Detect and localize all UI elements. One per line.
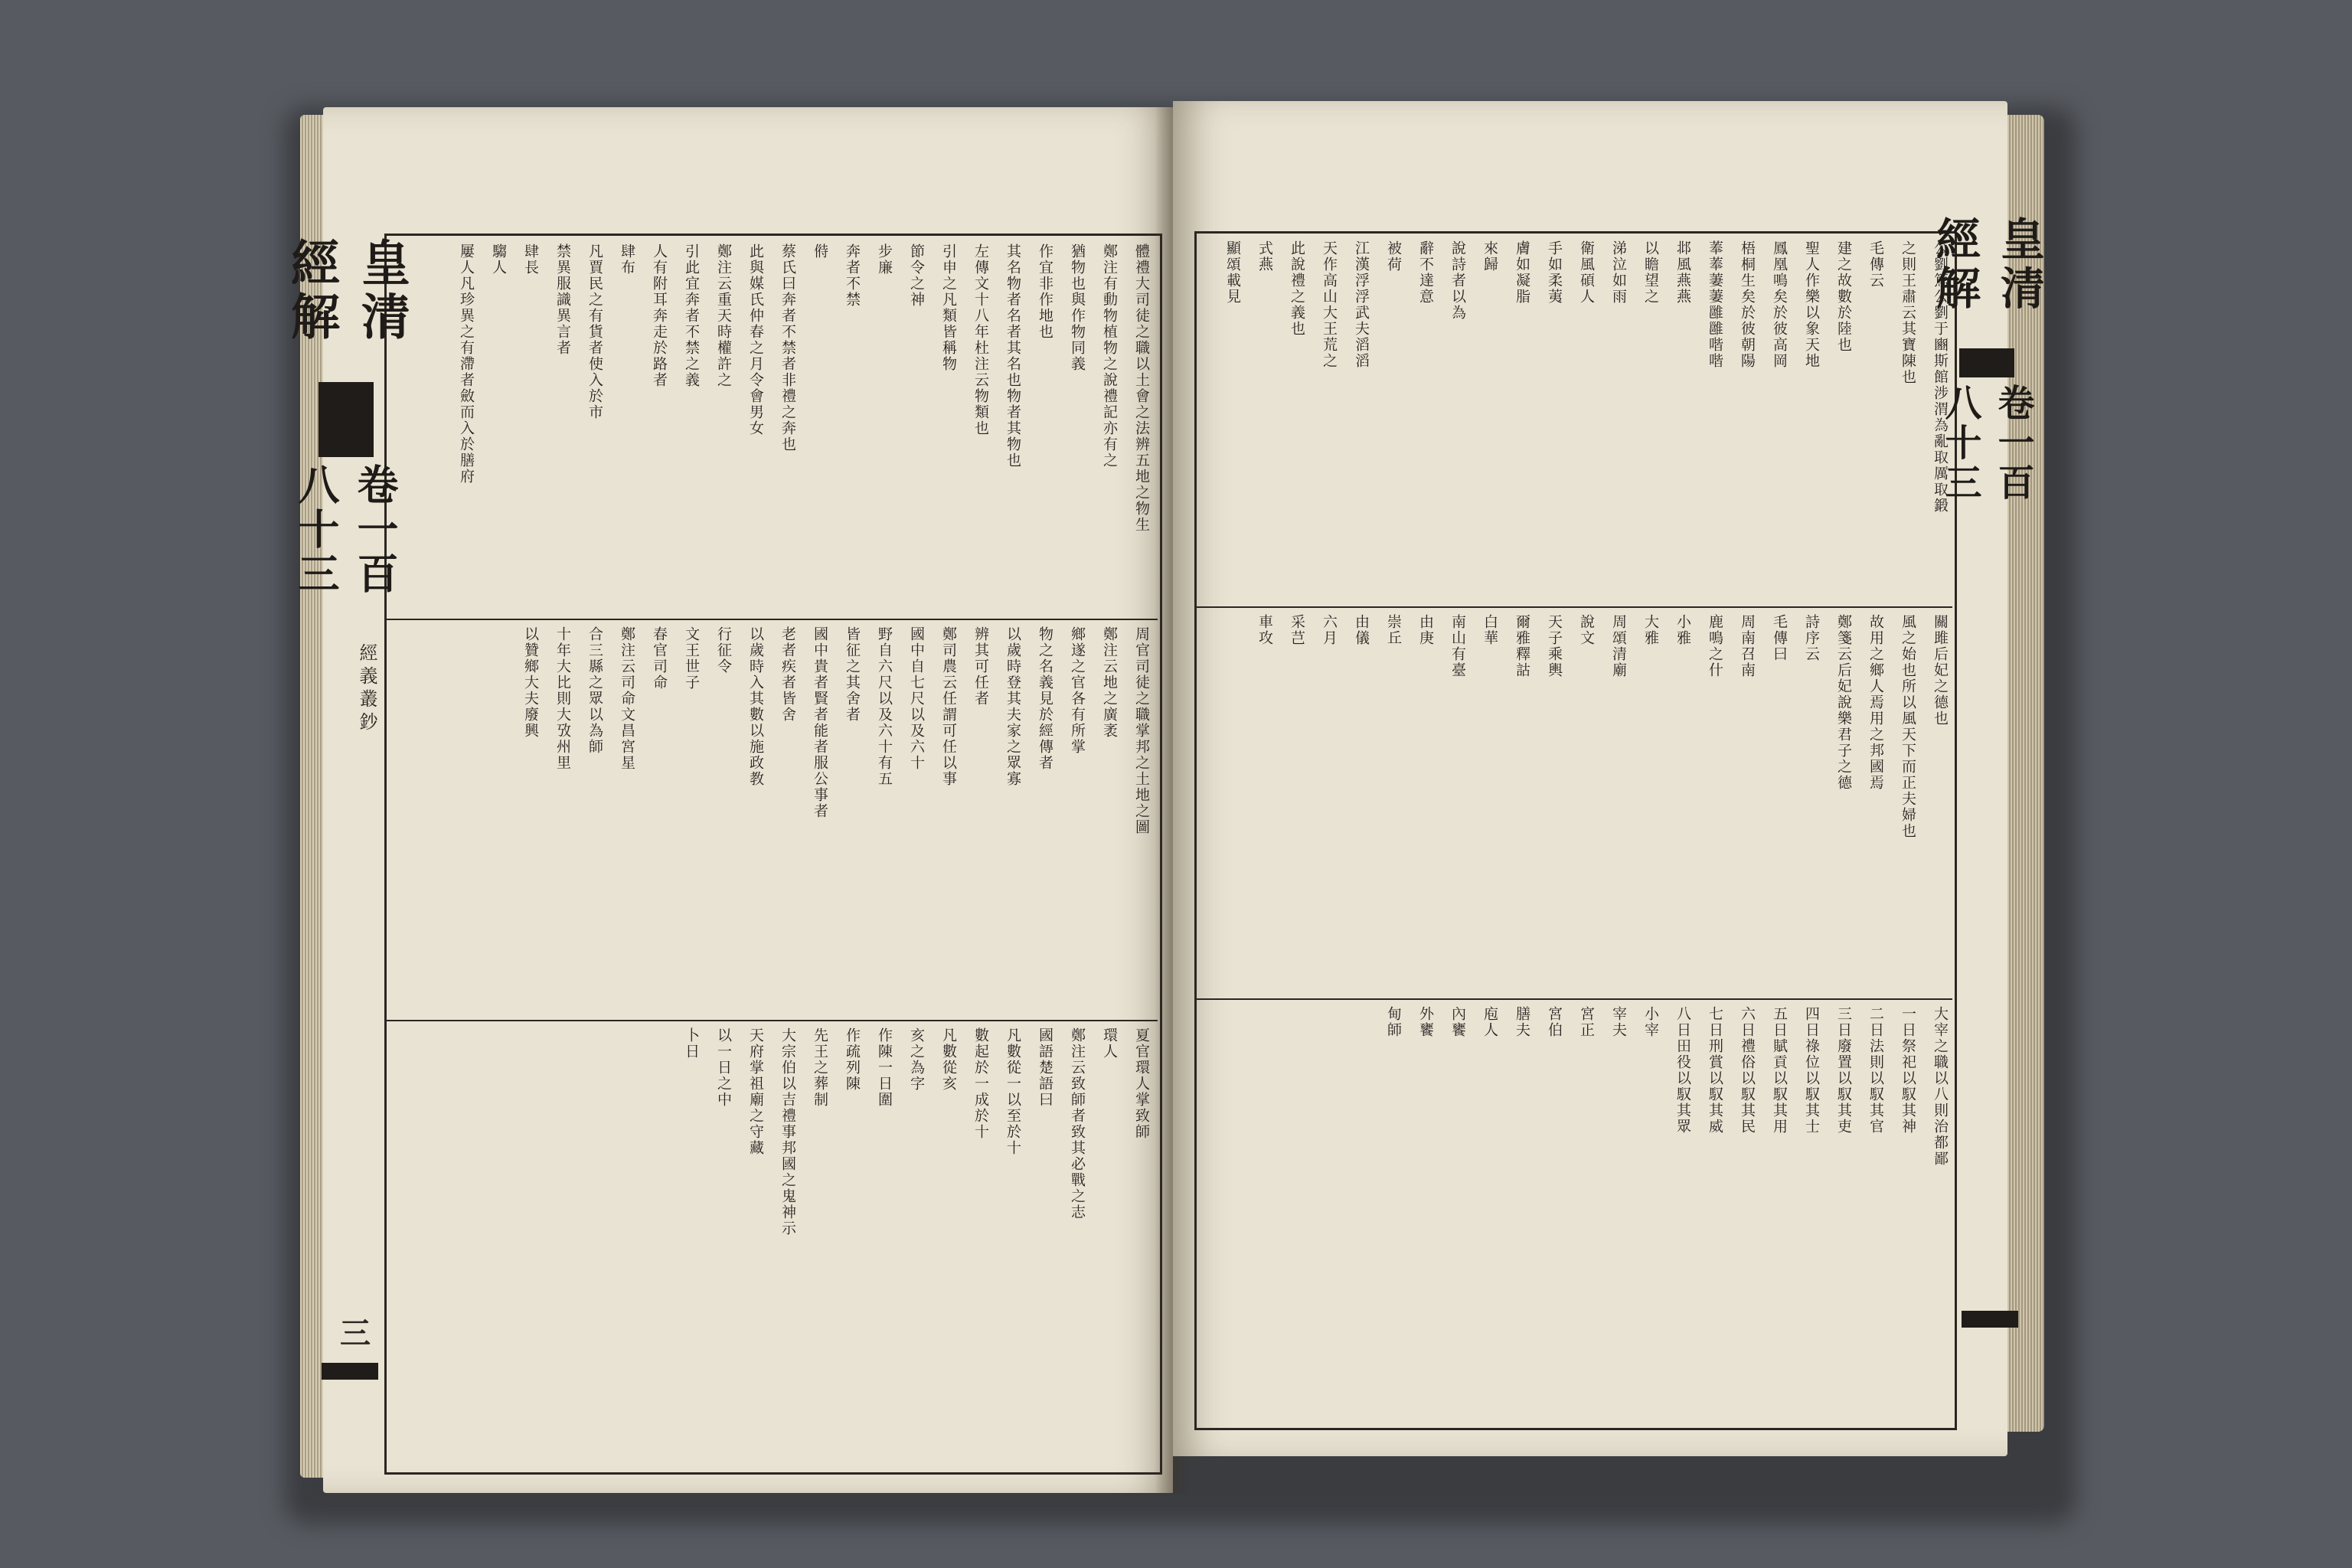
text-column: 庖人 [1481,1006,1498,1038]
text-column: 五日賦貢以馭其用 [1771,1006,1788,1135]
text-column: 來歸 [1481,240,1498,273]
text-column: 國中自七尺以及六十 [908,626,925,771]
text-column: 辭不達意 [1417,240,1434,305]
text-column: 亥之為字 [908,1027,925,1092]
text-column: 以歲時入其數以施政教 [747,626,764,787]
text-column: 凡賈民之有貨者使入於市 [586,243,603,420]
text-column: 行征令 [715,626,732,675]
text-column: 被荷 [1385,240,1402,273]
text-column: 梧桐生矣於彼朝陽 [1739,240,1756,369]
left-page [283,107,1173,1493]
text-column: 節令之神 [908,243,925,308]
text-column: 七日刑賞以馭其威 [1707,1006,1723,1135]
left-fold-mark [322,1363,378,1380]
text-column: 由儀 [1353,614,1370,646]
right-register-divider-2 [1194,998,1952,1000]
left-middle-register [392,626,1150,1013]
text-column: 天府掌祖廟之守藏 [747,1027,764,1156]
text-column: 以瞻望之 [1642,240,1659,305]
text-column: 此說禮之義也 [1289,240,1305,337]
text-column: 國語楚語曰 [1037,1027,1054,1108]
text-column: 偫 [812,243,828,260]
left-fish-tail-ornament [318,382,374,456]
text-column: 菶菶萋萋雝雝喈喈 [1707,240,1723,369]
text-column: 其名物者名者其名也物者其物也 [1004,243,1021,469]
text-column: 毛傳云 [1867,240,1884,289]
text-column: 凡數從亥 [940,1027,957,1092]
left-register-divider-1 [384,619,1158,620]
right-fold-mark [1962,1311,2018,1328]
text-column: 采芑 [1289,614,1305,646]
text-column: 一日祭祀以馭其神 [1900,1006,1916,1135]
left-register-divider-2 [384,1020,1158,1021]
text-column: 周官司徒之職掌邦之土地之圖 [1133,626,1150,835]
text-column: 數起於一成於十 [972,1027,989,1140]
text-column: 春官司命 [651,626,668,691]
text-column: 崇丘 [1385,614,1402,646]
text-column: 物之名義見於經傳者 [1037,626,1054,771]
text-column: 說詩者以為 [1449,240,1466,321]
text-column: 體禮大司徒之職以土會之法辨五地之物生 [1133,243,1150,533]
text-column: 鄭注云致師者致其必戰之志 [1069,1027,1086,1220]
text-column: 皆征之其舍者 [844,626,861,723]
right-page [1173,101,2045,1456]
text-column: 膳夫 [1514,1006,1530,1038]
text-column: 以歲時登其夫家之眾寡 [1004,626,1021,787]
text-column: 鹿鳴之什 [1707,614,1723,678]
text-column: 奔者不禁 [844,243,861,308]
left-bottom-register [392,1027,1150,1464]
text-column: 先王之葬制 [812,1027,828,1108]
text-column: 引此宜奔者不禁之義 [683,243,700,388]
text-column: 禁異服識異言者 [554,243,571,356]
right-top-register [1202,240,1949,600]
text-column: 天子乘輿 [1546,614,1563,678]
left-running-volume: 卷一百八十三 [292,462,400,596]
right-middle-register [1202,614,1949,992]
text-column: 涕泣如雨 [1610,240,1627,305]
text-column: 引申之凡類皆稱物 [940,243,957,372]
right-running-volume: 卷一百八十三 [1939,384,2034,504]
text-column: 膚如凝脂 [1514,240,1530,305]
left-top-register [392,243,1150,611]
text-column: 六日禮俗以馭其民 [1739,1006,1756,1135]
text-column: 天作高山大王荒之 [1321,240,1338,369]
right-running-title: 皇清經解 [1929,216,2045,314]
text-column: 小宰 [1642,1006,1659,1038]
text-column: 詩序云 [1803,614,1820,662]
right-fish-tail-ornament [1959,348,2014,378]
text-column: 小雅 [1674,614,1691,646]
text-column: 手如柔荑 [1546,240,1563,305]
text-column: 式燕 [1256,240,1273,273]
text-column: 由庚 [1417,614,1434,646]
text-column: 左傳文十八年杜注云物類也 [972,243,989,436]
text-column: 人有附耳奔走於路者 [651,243,668,388]
text-column: 爾雅釋詁 [1514,614,1530,678]
text-column: 肆布 [619,243,635,276]
text-column: 毛傳曰 [1771,614,1788,662]
right-bottom-register [1202,1006,1949,1419]
text-column: 鄭箋云后妃說樂君子之德 [1835,614,1852,791]
text-column: 故用之鄉人焉用之邦國焉 [1867,614,1884,791]
text-column: 鳳凰鳴矣於彼高岡 [1771,240,1788,369]
text-column: 以贊鄉大夫廢興 [522,626,539,739]
text-column: 公劉篤公劉于豳斯館涉渭為亂取厲取鍛 [1932,240,1949,514]
text-column: 蔡氏曰奔者不禁者非禮之奔也 [779,243,796,452]
text-column: 衛風碩人 [1578,240,1595,305]
text-column: 八日田役以馭其眾 [1674,1006,1691,1135]
text-column: 肆長 [522,243,539,276]
text-column: 之則王肅云其寶陳也 [1900,240,1916,385]
text-column: 南山有臺 [1449,614,1466,678]
text-column: 大宗伯以吉禮事邦國之鬼神示 [779,1027,796,1236]
text-column: 夏官環人掌致師 [1133,1027,1150,1140]
text-column: 邶風燕燕 [1674,240,1691,305]
text-column: 大雅 [1642,614,1659,646]
text-column: 宮正 [1578,1006,1595,1038]
left-collection-label: 經義叢鈔 [356,643,377,735]
text-column: 老者疾者皆舍 [779,626,796,723]
text-column: 合三縣之眾以為師 [586,626,603,755]
text-column: 此與媒氏仲春之月令會男女 [747,243,764,436]
text-column: 鄭注有動物植物之說禮記亦有之 [1101,243,1118,469]
text-column: 周南召南 [1739,614,1756,678]
text-column: 文王世子 [683,626,700,691]
left-leaf-number: 三 [340,1315,371,1351]
text-column: 二日法則以馭其官 [1867,1006,1884,1135]
text-column: 鄭司農云任謂可任以事 [940,626,957,787]
text-column: 野自六尺以及六十有五 [876,626,893,787]
text-column: 外饔 [1417,1006,1434,1038]
text-column: 國中貴者賢者能者服公事者 [812,626,828,819]
left-running-head [283,237,410,635]
text-column: 十年大比則大攷州里 [554,626,571,771]
text-column: 宰夫 [1610,1006,1627,1038]
text-column: 宮伯 [1546,1006,1563,1038]
text-column: 周頌清廟 [1610,614,1627,678]
text-column: 作宜非作地也 [1037,243,1054,340]
text-column: 辨其可任者 [972,626,989,707]
text-column: 甸師 [1385,1006,1402,1038]
text-column: 三日廢置以馭其吏 [1835,1006,1852,1135]
text-column: 作陳一日圍 [876,1027,893,1108]
text-column: 聖人作樂以象天地 [1803,240,1820,369]
text-column: 白華 [1481,614,1498,646]
text-column: 內饔 [1449,1006,1466,1038]
text-column: 屢人凡珍異之有滯者斂而入於膳府 [458,243,475,485]
text-column: 顯頌載見 [1224,240,1241,305]
text-column: 江漢浮浮武夫滔滔 [1353,240,1370,369]
text-column: 猶物也與作物同義 [1069,243,1086,372]
text-column: 步廉 [876,243,893,276]
text-column: 四日祿位以馭其士 [1803,1006,1820,1135]
left-running-title: 皇清經解 [283,237,410,345]
text-column: 環人 [1101,1027,1118,1060]
right-register-divider-1 [1194,606,1952,608]
text-column: 卜日 [683,1027,700,1060]
text-column: 凡數從一以至於十 [1004,1027,1021,1156]
text-column: 關雎后妃之德也 [1932,614,1949,727]
text-column: 騶人 [490,243,507,276]
text-column: 鄭注云司命文昌宮星 [619,626,635,771]
text-column: 作疏列陳 [844,1027,861,1092]
text-column: 鄭注云地之廣袤 [1101,626,1118,739]
text-column: 大宰之職以八則治都鄙 [1932,1006,1949,1167]
text-column: 風之始也所以風天下而正夫婦也 [1900,614,1916,839]
text-column: 以一日之中 [715,1027,732,1108]
text-column: 鄉遂之官各有所掌 [1069,626,1086,755]
text-column: 建之故數於陸也 [1835,240,1852,353]
text-column: 鄭注云重天時權許之 [715,243,732,388]
text-column: 車攻 [1256,614,1273,646]
text-column: 說文 [1578,614,1595,646]
text-column: 六月 [1321,614,1338,646]
